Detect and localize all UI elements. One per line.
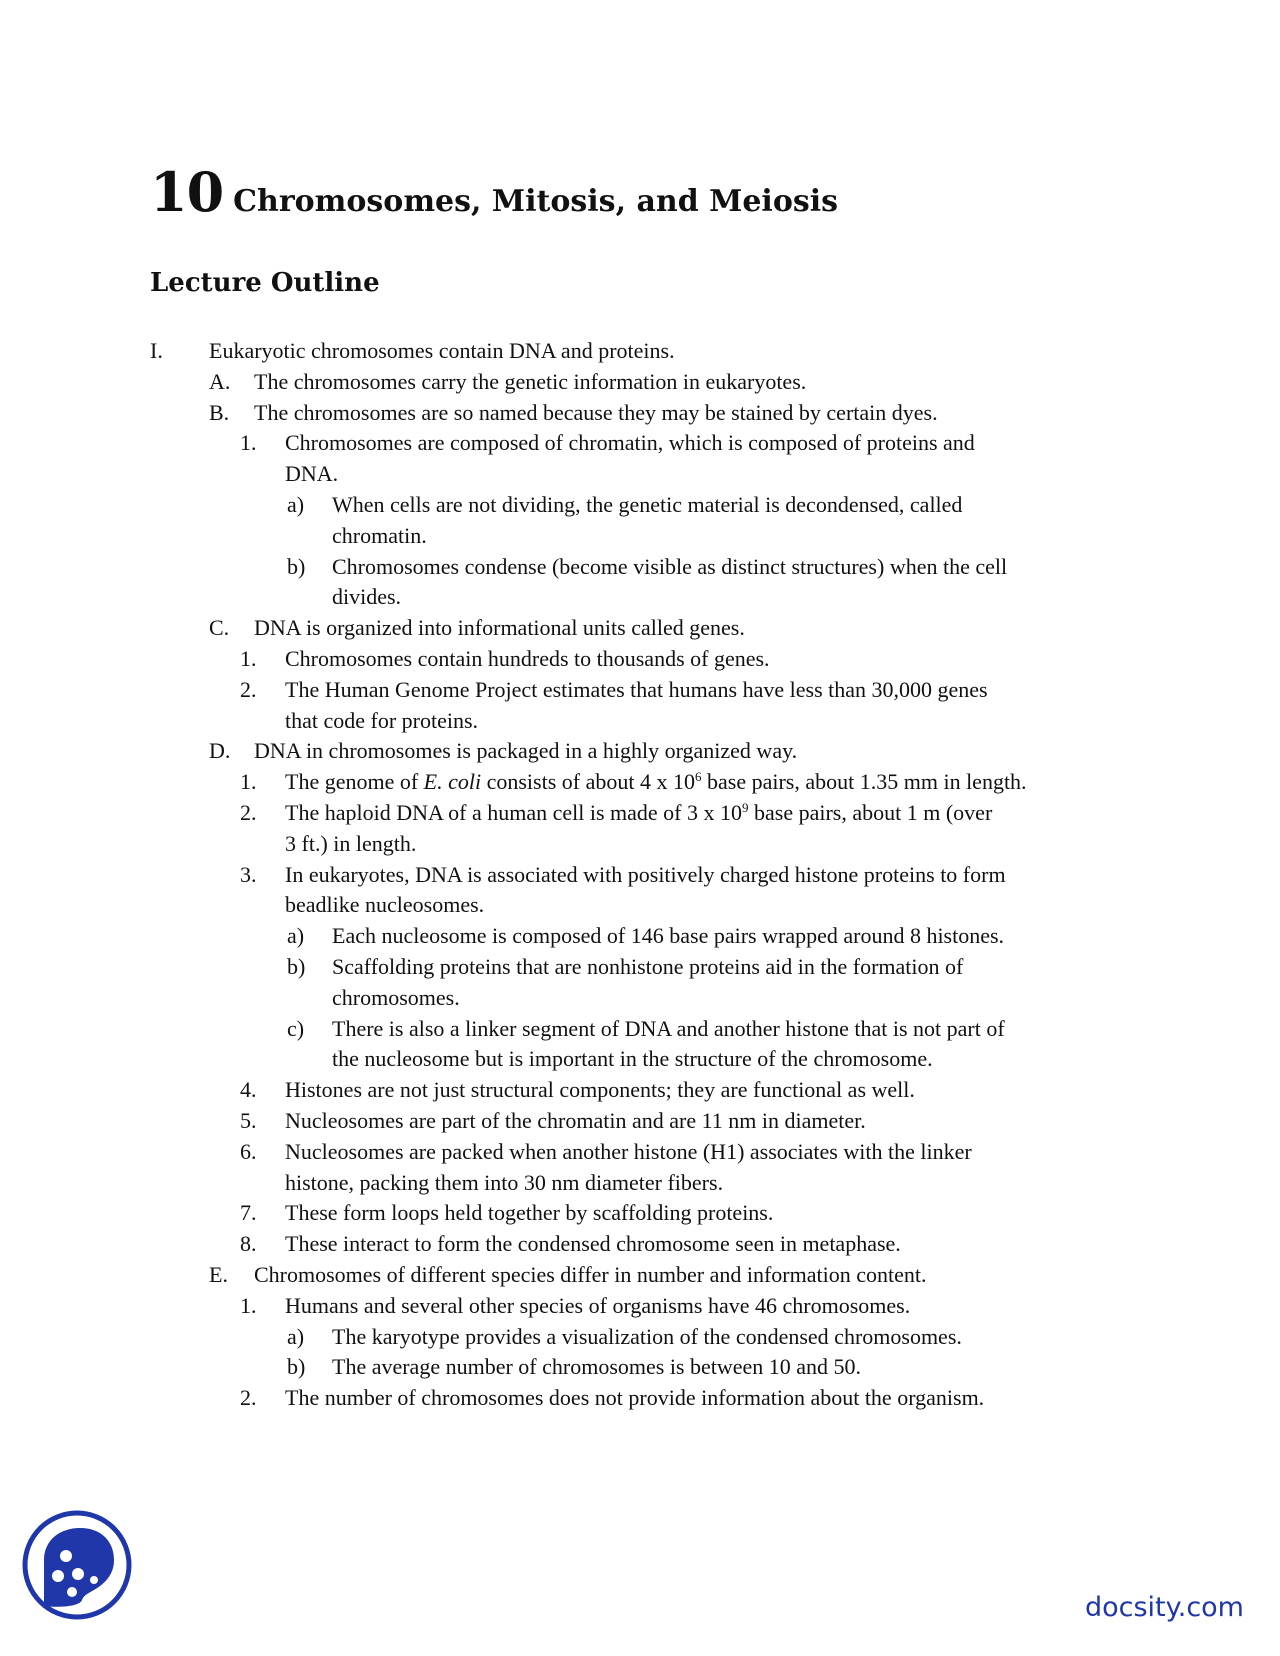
- outline-item-D3-continued: [0, 890, 1280, 921]
- outline-item-D1: [0, 767, 1280, 798]
- outline-marker: I.: [150, 338, 163, 363]
- chapter-name: Chromosomes, Mitosis, and Meiosis: [233, 184, 839, 219]
- outline-text: DNA.: [285, 461, 339, 487]
- outline-item-B1a-continued: [0, 521, 1280, 552]
- outline-text: Scaffolding proteins that are nonhistone proteins aid in the formation of: [332, 953, 964, 979]
- outline-item-B1-continued: [0, 459, 1280, 490]
- docsity-logo-icon[interactable]: [22, 1510, 132, 1620]
- outline-marker: b): [287, 953, 306, 979]
- outline-text: There is also a linker segment of DNA and another histone that is not part of: [332, 1015, 1005, 1041]
- outline-item-D7: [0, 1198, 1280, 1229]
- exponent: 9: [742, 799, 749, 815]
- outline-marker: b): [287, 1354, 306, 1380]
- outline-marker: D.: [209, 738, 231, 764]
- outline-item-D4: [0, 1075, 1280, 1106]
- outline-text: The average number of chromosomes is between 10 and 50.: [332, 1354, 862, 1380]
- outline-item-C: [0, 613, 1280, 644]
- outline-item-D5: [0, 1106, 1280, 1137]
- outline-item-D: [0, 736, 1280, 767]
- outline-text: that code for proteins.: [285, 707, 479, 733]
- outline-text: The Human Genome Project estimates that humans have less than 30,000 genes: [285, 676, 988, 702]
- outline-item-B1b-continued: [0, 582, 1280, 613]
- outline-item-D3a: [0, 921, 1280, 952]
- outline-marker: a): [287, 491, 305, 517]
- outline-text: Nucleosomes are packed when another histone (H1) associates with the linker: [285, 1138, 972, 1164]
- lecture-outline: [0, 336, 1280, 1414]
- outline-item-E1a: [0, 1322, 1280, 1353]
- outline-text: The number of chromosomes does not provide information about the organism.: [285, 1385, 985, 1411]
- outline-marker: a): [287, 923, 305, 949]
- outline-text: In eukaryotes, DNA is associated with positively charged histone proteins to form: [285, 861, 1006, 887]
- outline-marker: b): [287, 553, 306, 579]
- outline-text-segment: consists of about 4 x 10: [481, 769, 695, 795]
- outline-text: 3 ft.) in length.: [285, 830, 417, 856]
- outline-item-C2: [0, 675, 1280, 706]
- outline-item-D6: [0, 1137, 1280, 1168]
- outline-text-segment: base pairs, about 1 m (over: [748, 799, 993, 825]
- outline-item-C2-continued: [0, 706, 1280, 737]
- outline-text: Chromosomes are composed of chromatin, which is composed of proteins and: [285, 430, 975, 456]
- outline-text: These interact to form the condensed chromosome seen in metaphase.: [285, 1231, 901, 1257]
- outline-marker: c): [287, 1015, 305, 1041]
- outline-text: DNA in chromosomes is packaged in a highly organized way.: [254, 738, 798, 764]
- outline-marker: 4.: [240, 1077, 257, 1103]
- outline-marker: a): [287, 1323, 305, 1349]
- outline-item-I: [0, 336, 1280, 367]
- outline-marker: 5.: [240, 1107, 257, 1133]
- outline-marker: 1.: [240, 1292, 257, 1318]
- outline-marker: 1.: [240, 645, 257, 671]
- outline-item-D8: [0, 1229, 1280, 1260]
- outline-item-E1: [0, 1291, 1280, 1322]
- chapter-title: [150, 160, 838, 224]
- outline-item-D3b-continued: [0, 983, 1280, 1014]
- exponent: 6: [695, 769, 702, 785]
- outline-marker: 8.: [240, 1231, 257, 1257]
- outline-item-D2: [0, 798, 1280, 829]
- outline-marker: 6.: [240, 1138, 257, 1164]
- outline-item-B: [0, 398, 1280, 429]
- outline-text: histone, packing them into 30 nm diameter fibers.: [285, 1169, 724, 1195]
- outline-text: Humans and several other species of organisms have 46 chromosomes.: [285, 1292, 911, 1318]
- outline-text: Chromosomes of different species differ in number and information content.: [254, 1261, 927, 1287]
- outline-text: Eukaryotic chromosomes contain DNA and proteins.: [209, 338, 675, 363]
- outline-text: beadlike nucleosomes.: [285, 892, 485, 918]
- outline-text: When cells are not dividing, the genetic material is decondensed, called: [332, 491, 963, 517]
- outline-item-E1b: [0, 1352, 1280, 1383]
- outline-item-D3b: [0, 952, 1280, 983]
- outline-text: [285, 798, 992, 829]
- outline-marker: 1.: [240, 430, 257, 456]
- outline-text: The chromosomes are so named because they may be stained by certain dyes.: [254, 399, 938, 425]
- outline-item-D6-continued: [0, 1168, 1280, 1199]
- outline-text: Nucleosomes are part of the chromatin and are 11 nm in diameter.: [285, 1107, 866, 1133]
- outline-text: Each nucleosome is composed of 146 base pairs wrapped around 8 histones.: [332, 923, 1005, 949]
- outline-text-segment: The haploid DNA of a human cell is made of 3 x 10: [285, 799, 743, 825]
- outline-marker: 3.: [240, 861, 257, 887]
- outline-text-segment: The genome of: [285, 769, 424, 795]
- outline-item-A: [0, 367, 1280, 398]
- outline-item-B1a: [0, 490, 1280, 521]
- outline-item-D3: [0, 860, 1280, 891]
- outline-marker: 2.: [240, 1385, 257, 1411]
- outline-item-B1b: [0, 552, 1280, 583]
- outline-text: chromatin.: [332, 522, 427, 548]
- outline-text: [285, 767, 1027, 798]
- outline-text-segment: base pairs, about 1.35 mm in length.: [701, 769, 1027, 795]
- docsity-logo-svg: [22, 1510, 132, 1620]
- outline-text: The chromosomes carry the genetic information in eukaryotes.: [254, 368, 807, 394]
- outline-text: These form loops held together by scaffolding proteins.: [285, 1200, 774, 1226]
- outline-text: Chromosomes contain hundreds to thousands of genes.: [285, 645, 770, 671]
- outline-marker: 1.: [240, 769, 257, 795]
- outline-text: Chromosomes condense (become visible as distinct structures) when the cell: [332, 553, 1008, 579]
- outline-marker: C.: [209, 615, 230, 641]
- outline-item-D3c-continued: [0, 1044, 1280, 1075]
- section-heading: Lecture Outline: [150, 268, 380, 298]
- outline-item-D3c: [0, 1014, 1280, 1045]
- docsity-watermark-link[interactable]: docsity.com: [1084, 1592, 1244, 1623]
- species-name: E. coli: [423, 769, 482, 795]
- outline-text: The karyotype provides a visualization of the condensed chromosomes.: [332, 1323, 962, 1349]
- outline-text: chromosomes.: [332, 984, 460, 1010]
- outline-marker: 7.: [240, 1200, 257, 1226]
- outline-marker: 2.: [240, 676, 257, 702]
- outline-item-C1: [0, 644, 1280, 675]
- outline-marker: A.: [209, 368, 231, 394]
- outline-item-E: [0, 1260, 1280, 1291]
- outline-text: DNA is organized into informational units called genes.: [254, 615, 745, 641]
- outline-item-D2-continued: [0, 829, 1280, 860]
- outline-text: Histones are not just structural components; they are functional as well.: [285, 1077, 915, 1103]
- outline-item-E2: [0, 1383, 1280, 1414]
- outline-item-B1: [0, 428, 1280, 459]
- outline-text: divides.: [332, 584, 402, 610]
- outline-marker: 2.: [240, 799, 257, 825]
- outline-marker: B.: [209, 399, 230, 425]
- outline-text: the nucleosome but is important in the structure of the chromosome.: [332, 1046, 933, 1072]
- outline-marker: E.: [209, 1261, 228, 1287]
- chapter-number: 10: [150, 160, 224, 224]
